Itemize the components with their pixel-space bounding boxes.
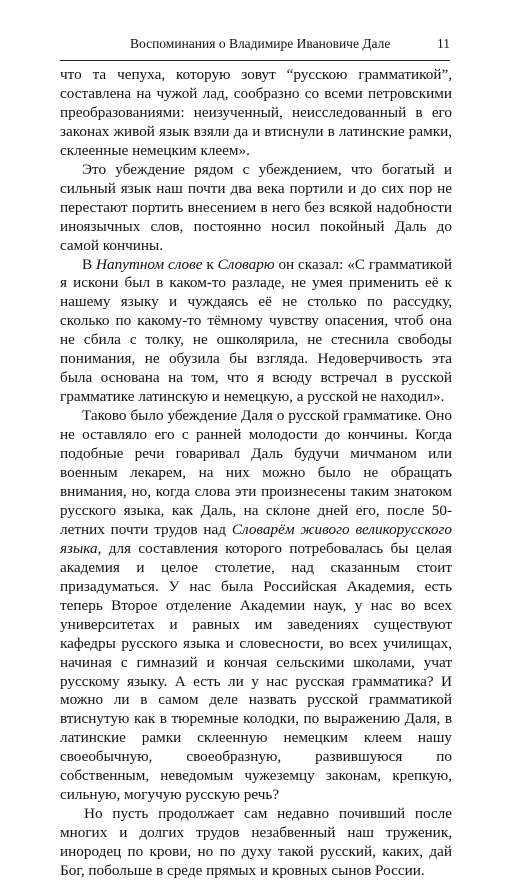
body-text (60, 66, 452, 881)
text-run: Это убеждение рядом с убеждением, что богатый и сильный язык наш почти два века портили и до сих пор не перестают портить внесением в него без всякой надобности иноязычных слов, постоянно носил покойный Даль до самой кончины. (60, 160, 452, 254)
text-run: Таково было убеждение Даля о русской грамматике. Оно не оставляло его с ранней молодости до кончины. Когда подобные речи говаривал Даль будучи мичманом или военным лекарем, на них можно было не обращать внимания, но, когда слова эти произнесены таким знатоком русского языка, как Даль, на склоне дней его, после 50-летних почти трудов над (60, 407, 452, 538)
text-run: он сказал: «С грамматикой я искони был в каком-то разладе, не умея применить её к нашему языку и чуждаясь её не столько по рассудку, сколько по какому-то тёмному чувству опасения, чтоб она не сбила с толку, не ошколярила, не стеснила свободы понимания, не обузила бы взгляда. Недоверчивость эта была основана на том, что я всюду встречал в русской грамматике латинскую и немецкую, а русской не находил». (60, 255, 452, 406)
italic-title-slovar: Словарю (217, 255, 275, 273)
paragraph (60, 256, 452, 408)
paragraph (60, 161, 452, 256)
running-title: Воспоминания о Владимире Ивановиче Дале (130, 36, 391, 51)
paragraph (60, 66, 452, 161)
text-run: что та чепуха, которую зовут “русскою грамматикой”, составлена на чужой лад, сообразно со всеми петровскими преобразованиями: неизученный, неисследованный в его законах живой язык взяли да и втиснули в латинские рамки, склеенные немецким клеем». (60, 66, 452, 159)
running-header (60, 36, 450, 58)
paragraph (60, 805, 452, 881)
text-run: для составления которого потребовалась бы целая академия и целое столетие, над сказанным стоит призадуматься. У нас была Российская Академия, есть теперь Второе отделение Академии наук, у нас во всех университетах и равных им заведениях существуют кафедры русского языка и словесности, во всех училищах, начиная с гимназий и кончая сельскими школами, учат русскому языку. А есть ли у нас русская грамматика? И можно ли в самом деле назвать русской грамматикой втиснутую как в тюремные колодки, по выражению Даля, в латинские рамки склеенную немецким клеем нашу своеобычную, своеобразную, развившуюся по собственным, неведомым чужеземцу законам, крепкую, сильную, могучую русскую речь? (60, 539, 452, 804)
text-run: В (82, 255, 97, 273)
italic-title-slovar-zhivogo: Словарём живого великорусского языка, (60, 520, 452, 557)
text-run: Но пусть продолжает сам недавно почивший после многих и долгих трудов незабвенный наш труженик, инородец по крови, но по духу такой русский, каких, дай Бог, побольше в среде прямых и кровных сынов России. (60, 805, 452, 880)
text-run: к (202, 255, 218, 273)
paragraph (60, 407, 452, 805)
header-rule (60, 60, 450, 61)
page-number: 11 (437, 36, 450, 51)
italic-title-napytnoe-slovo: Напутном слове (96, 255, 203, 273)
